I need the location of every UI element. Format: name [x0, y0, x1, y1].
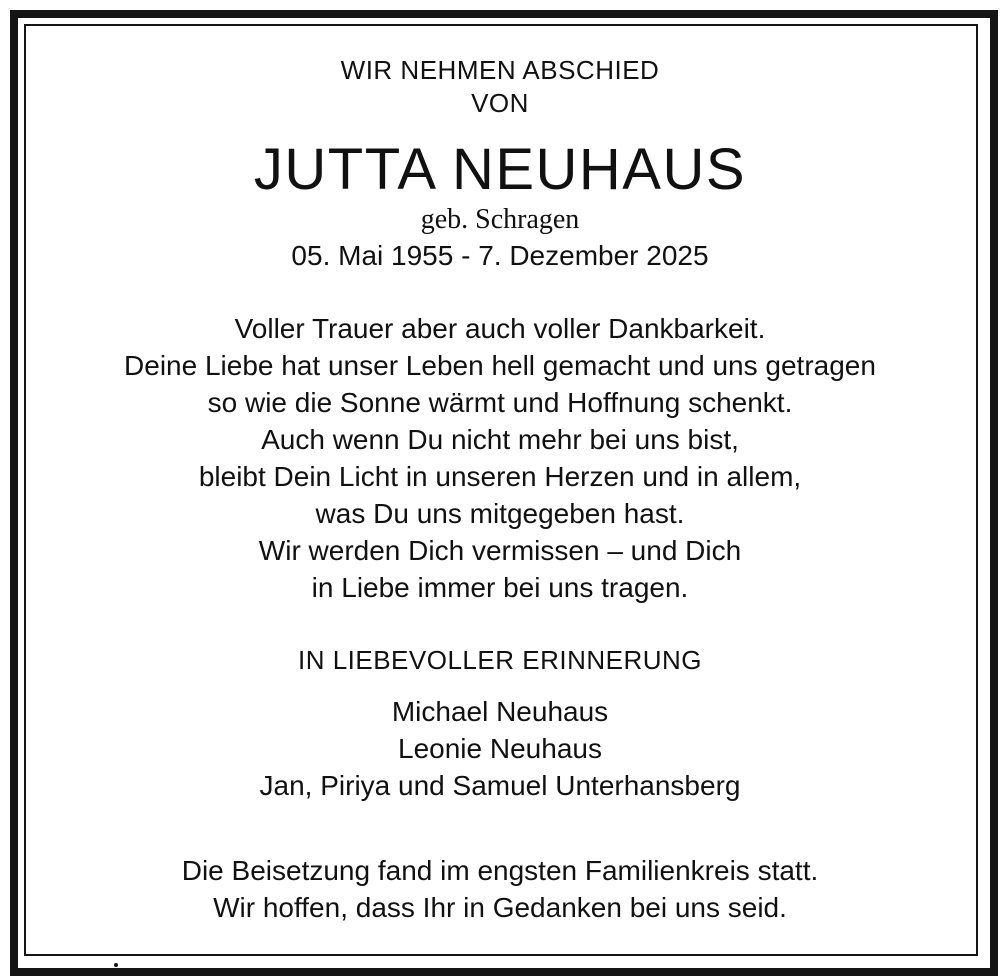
print-dot: [114, 963, 118, 967]
deceased-name: JUTTA NEUHAUS: [253, 137, 747, 202]
mourner-name: Michael Neuhaus: [391, 696, 609, 727]
birth-name: geb. Schragen: [420, 204, 580, 235]
intro-line-1: WIR NEHMEN ABSCHIED: [340, 55, 660, 85]
poem-line: was Du uns mitgegeben hast.: [315, 498, 685, 529]
poem-line: Deine Liebe hat unser Leben hell gemacht und uns getragen: [124, 350, 876, 381]
poem-line: Voller Trauer aber auch voller Dankbarkeit.: [234, 313, 766, 344]
closing-line: Die Beisetzung fand im engsten Familienkreis statt.: [181, 855, 819, 886]
poem-line: Wir werden Dich vermissen – und Dich: [258, 535, 742, 566]
memory-heading: IN LIEBEVOLLER ERINNERUNG: [297, 645, 703, 675]
mourner-name: Leonie Neuhaus: [398, 733, 602, 764]
mourner-name: Jan, Piriya und Samuel Unterhansberg: [259, 770, 741, 801]
poem-line: Auch wenn Du nicht mehr bei uns bist,: [261, 424, 739, 455]
intro-line-2: VON: [471, 88, 529, 118]
life-dates: 05. Mai 1955 - 7. Dezember 2025: [291, 240, 709, 271]
poem-line: so wie die Sonne wärmt und Hoffnung schenkt.: [207, 387, 793, 418]
poem-line: bleibt Dein Licht in unseren Herzen und in allem,: [198, 461, 802, 492]
closing-line: Wir hoffen, dass Ihr in Gedanken bei uns seid.: [213, 892, 787, 923]
poem-line: in Liebe immer bei uns tragen.: [311, 572, 689, 603]
